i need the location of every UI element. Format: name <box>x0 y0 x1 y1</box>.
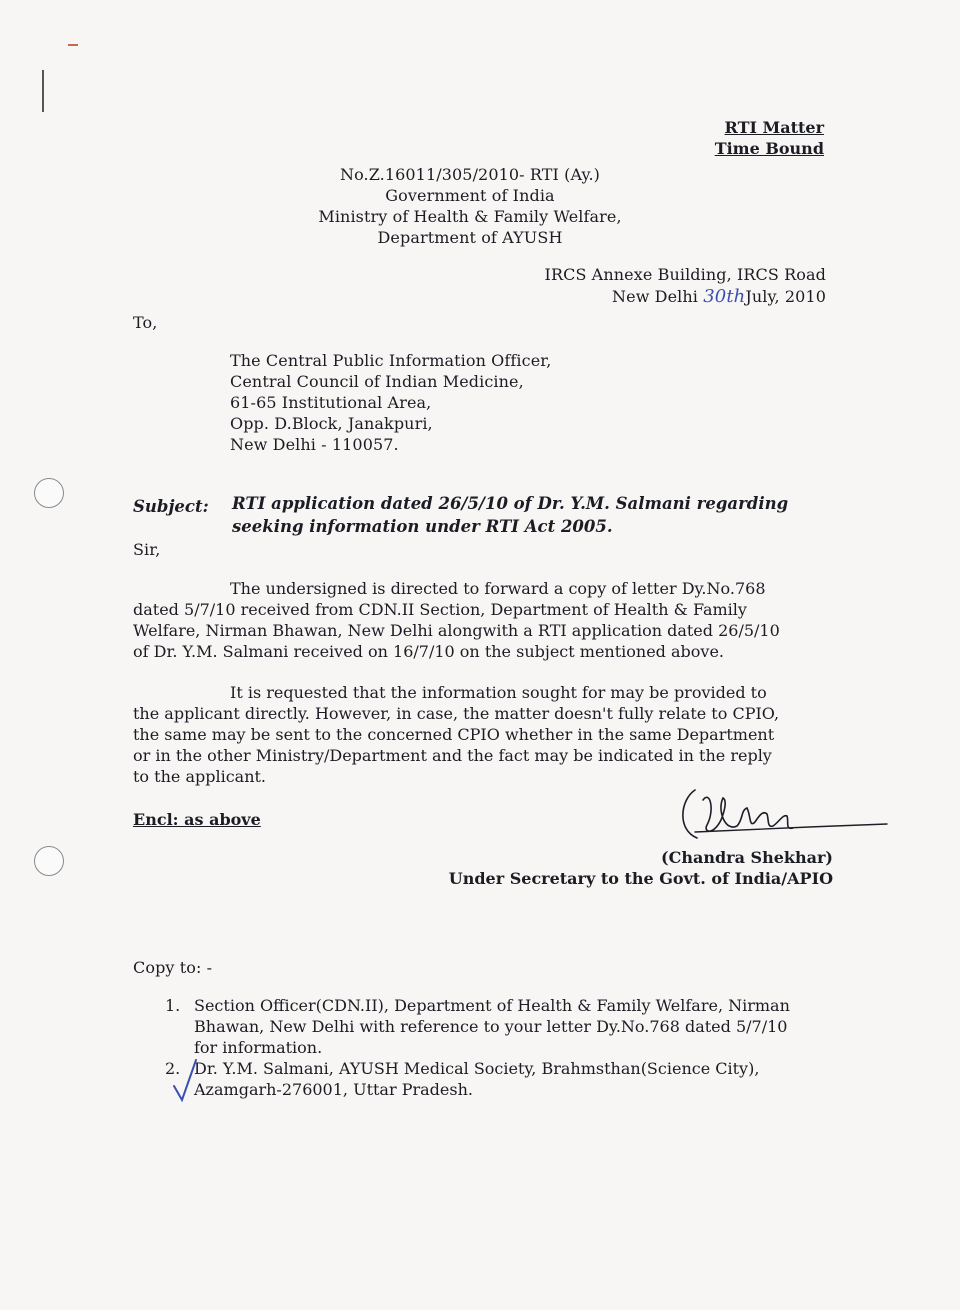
copy-item-line: Azamgarh-276001, Uttar Pradesh. <box>194 1080 473 1099</box>
copy-item-text <box>194 995 790 1058</box>
org-government: Government of India <box>385 186 555 205</box>
time-bound-label: Time Bound <box>714 139 824 158</box>
date-day-handwritten: 30th <box>703 286 746 307</box>
letter-date <box>612 286 826 307</box>
paragraph-line: The undersigned is directed to forward a copy of letter Dy.No.768 <box>230 579 766 598</box>
file-number: No.Z.16011/305/2010- RTI (Ay.) <box>339 165 601 184</box>
paragraph-line: or in the other Ministry/Department and the fact may be indicated in the reply <box>133 746 772 765</box>
paragraph-line: the same may be sent to the concerned CPIO whether in the same Department <box>133 725 775 744</box>
copy-item-line: Bhawan, New Delhi with reference to your letter Dy.No.768 dated 5/7/10 <box>194 1017 788 1036</box>
recipient-address <box>230 350 551 455</box>
salutation: Sir, <box>133 540 161 559</box>
margin-mark-line <box>42 70 44 112</box>
paragraph-line: the applicant directly. However, in case, the matter doesn't fully relate to CPIO, <box>133 704 780 723</box>
margin-mark-dash <box>68 44 78 46</box>
signature-image <box>655 770 895 860</box>
date-place: New Delhi <box>612 287 699 306</box>
paragraph-line: Welfare, Nirman Bhawan, New Delhi alongwith a RTI application dated 26/5/10 <box>133 621 780 640</box>
office-address: IRCS Annexe Building, IRCS Road <box>544 265 826 284</box>
subject-label: Subject: <box>133 497 209 516</box>
paragraph-line: of Dr. Y.M. Salmani received on 16/7/10 on the subject mentioned above. <box>133 642 725 661</box>
copy-item-number: 2. <box>165 1059 181 1078</box>
copy-item-line: Dr. Y.M. Salmani, AYUSH Medical Society, Brahmsthan(Science City), <box>194 1059 760 1078</box>
date-month-year: July, 2010 <box>745 287 826 306</box>
recipient-line: Opp. D.Block, Janakpuri, <box>230 414 433 433</box>
subject-line-1: RTI application dated 26/5/10 of Dr. Y.M. Salmani regarding <box>232 494 789 513</box>
body-paragraph-1 <box>133 578 830 662</box>
recipient-line: Central Council of Indian Medicine, <box>230 372 524 391</box>
org-ministry: Ministry of Health & Family Welfare, <box>318 207 622 226</box>
copy-item-number: 1. <box>165 996 181 1015</box>
punch-hole-bottom <box>34 846 64 876</box>
recipient-line: New Delhi - 110057. <box>230 435 399 454</box>
punch-hole-top <box>34 478 64 508</box>
subject-line-2: seeking information under RTI Act 2005. <box>232 517 613 536</box>
copy-item-text <box>194 1058 759 1100</box>
checkmark-icon <box>170 1056 200 1104</box>
paragraph-line: It is requested that the information sought for may be provided to <box>230 683 767 702</box>
recipient-line: 61-65 Institutional Area, <box>230 393 432 412</box>
signatory-name: (Chandra Shekhar) <box>661 848 833 867</box>
copy-item-line: Section Officer(CDN.II), Department of Health & Family Welfare, Nirman <box>194 996 790 1015</box>
copy-item-line: for information. <box>194 1038 323 1057</box>
signatory-designation: Under Secretary to the Govt. of India/APIO <box>448 869 833 888</box>
rti-matter-label: RTI Matter <box>724 118 824 137</box>
copy-to-label: Copy to: - <box>133 958 213 977</box>
paragraph-line: to the applicant. <box>133 767 267 786</box>
recipient-line: The Central Public Information Officer, <box>230 351 552 370</box>
org-department: Department of AYUSH <box>377 228 563 247</box>
to-label: To, <box>133 313 158 332</box>
enclosure-note: Encl: as above <box>133 810 261 829</box>
paragraph-line: dated 5/7/10 received from CDN.II Section, Department of Health & Family <box>133 600 747 619</box>
